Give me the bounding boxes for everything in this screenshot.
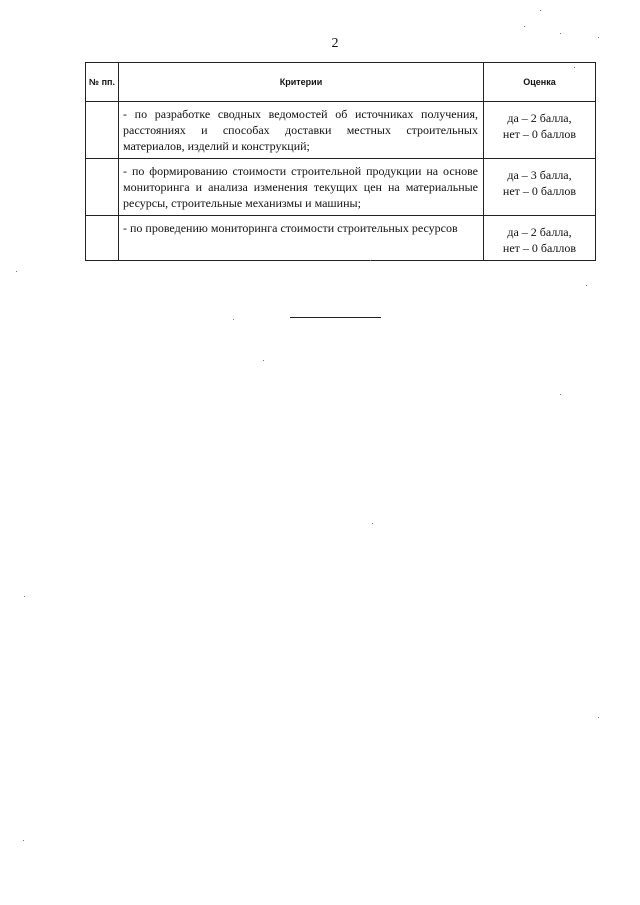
scan-speck	[586, 285, 587, 286]
scan-speck	[370, 260, 371, 261]
row-score	[484, 159, 596, 216]
scan-speck	[598, 717, 599, 718]
row-criterion: - по разработке сводных ведомостей об источниках получения, расстояниях и способах доставки местных строительных материалов, изделий и конструкций;	[119, 102, 484, 159]
criteria-table	[85, 62, 596, 261]
header-number: № пп.	[86, 63, 119, 102]
scan-speck	[233, 319, 234, 320]
scan-speck	[574, 67, 575, 68]
score-yes: да – 3 балла,	[507, 168, 572, 182]
closing-divider-line	[290, 317, 381, 318]
row-number	[86, 159, 119, 216]
table-row	[86, 216, 596, 261]
scan-speck	[560, 33, 561, 34]
page-number: 2	[331, 36, 339, 51]
scan-speck	[540, 10, 541, 11]
scan-speck	[263, 360, 264, 361]
score-no: нет – 0 баллов	[502, 184, 577, 198]
row-criterion: - по формированию стоимости строительной продукции на основе мониторинга и анализа изменения текущих цен на материальные ресурсы, строительные механизмы и машины;	[119, 159, 484, 216]
scan-speck	[524, 26, 525, 27]
header-criteria: Критерии	[119, 63, 484, 102]
row-number	[86, 102, 119, 159]
score-no: нет – 0 баллов	[502, 127, 577, 141]
table-row	[86, 159, 596, 216]
score-yes: да – 2 балла,	[507, 111, 572, 125]
row-score	[484, 216, 596, 261]
scan-speck	[598, 37, 599, 38]
scan-speck	[24, 596, 25, 597]
row-number	[86, 216, 119, 261]
row-criterion: - по проведению мониторинга стоимости строительных ресурсов	[119, 216, 484, 261]
row-score	[484, 102, 596, 159]
scan-speck	[372, 523, 373, 524]
table-header-row	[86, 63, 596, 102]
score-yes: да – 2 балла,	[507, 225, 572, 239]
header-score: Оценка	[484, 63, 596, 102]
scan-speck	[23, 840, 24, 841]
table-row	[86, 102, 596, 159]
scan-speck	[16, 271, 17, 272]
score-no: нет – 0 баллов	[502, 241, 577, 255]
scan-speck	[560, 394, 561, 395]
